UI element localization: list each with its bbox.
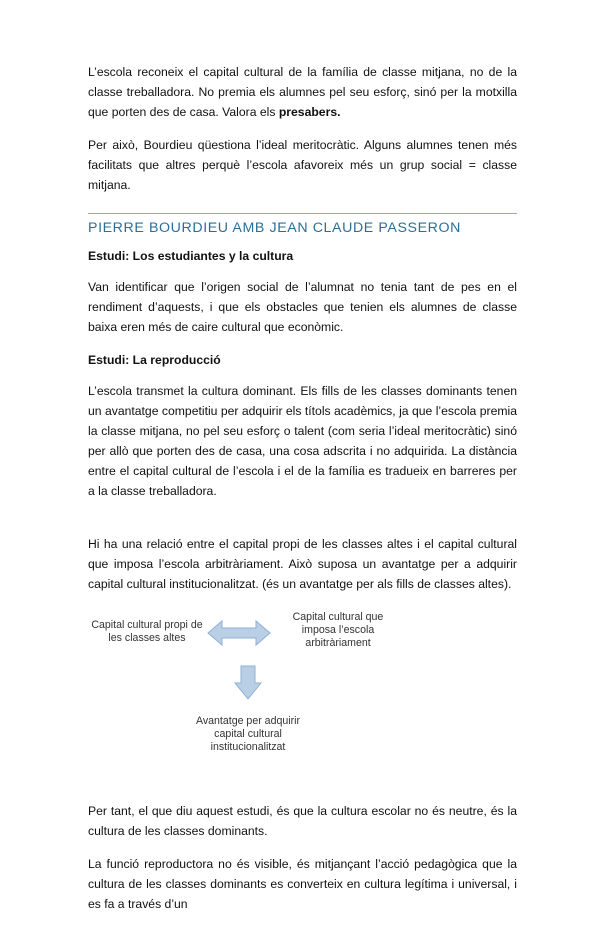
- diagram-left-box: Capital cultural propi de les classes altes: [91, 619, 203, 644]
- paragraph-reproductive-function: La funció reproductora no és visible, és mitjançant l’acció pedagògica que la cultura de les classes dominants es converteix en cultura legítima i universal, i es fa a través d’un: [88, 857, 517, 911]
- down-arrow-shape: [235, 666, 261, 699]
- paragraph-capital-cultural: L’escola reconeix el capital cultural de la família de classe mitjana, no de la classe treballadora. No premia els alumnes pel seu esforç, sinó per la motxilla que porten des de casa. Valora els presabers.: [88, 65, 517, 119]
- study2-title: Estudi: La reproducció: [88, 353, 221, 367]
- bold-presabers: presabers.: [278, 105, 341, 119]
- spacer: [88, 514, 517, 534]
- paragraph-meritocracy: Per això, Bourdieu qüestiona l’ideal meritocràtic. Alguns alumnes tenen més facilitats que altres perquè l’escola afavoreix més un grup social = classe mitjana.: [88, 138, 517, 192]
- double-arrow-shape: [208, 621, 270, 645]
- paragraph-relation: Hi ha una relació entre el capital propi de les classes altes i el capital cultural que imposa l’escola arbitràriament. Això suposa un avantatge per a adquirir capital cultural institucionalitzat. (és un avantatge per als fills de classes altes).: [88, 537, 517, 591]
- paragraph-conclusion: Per tant, el que diu aquest estudi, és que la cultura escolar no és neutre, és la cultura de les classes dominants.: [88, 804, 517, 838]
- document-page: [88, 62, 517, 927]
- study2-text: L’escola transmet la cultura dominant. Els fills de les classes dominants tenen un avantatge competitiu per adquirir els títols acadèmics, ja que l’escola premia la classe mitjana, no pel seu esforç o talent (com seria l’ideal meritocràtic) sinó per allò que porten des de casa, una cosa adscrita i no adquirida. La distància entre el capital cultural de l’escola i el de la família es tradueix en barreres per a la classe treballadora.: [88, 384, 517, 498]
- diagram-bottom-box: Avantatge per adquirir capital cultural institucionalitzat: [195, 715, 301, 753]
- study1-text: Van identificar que l’origen social de l’alumnat no tenia tant de pes en el rendiment d’aquests, i que els obstacles que tenien els alumnes de classe baixa eren més de caire cultural que econòmic.: [88, 280, 517, 334]
- section-heading: PIERRE BOURDIEU AMB JEAN CLAUDE PASSERON: [88, 213, 517, 240]
- study1-title: Estudi: Los estudiantes y la cultura: [88, 249, 294, 263]
- diagram-right-box: Capital cultural que imposa l’escola arbitràriament: [292, 611, 384, 649]
- capital-diagram: [88, 607, 517, 787]
- down-arrow-icon: [234, 665, 262, 701]
- double-arrow-icon: [206, 619, 272, 647]
